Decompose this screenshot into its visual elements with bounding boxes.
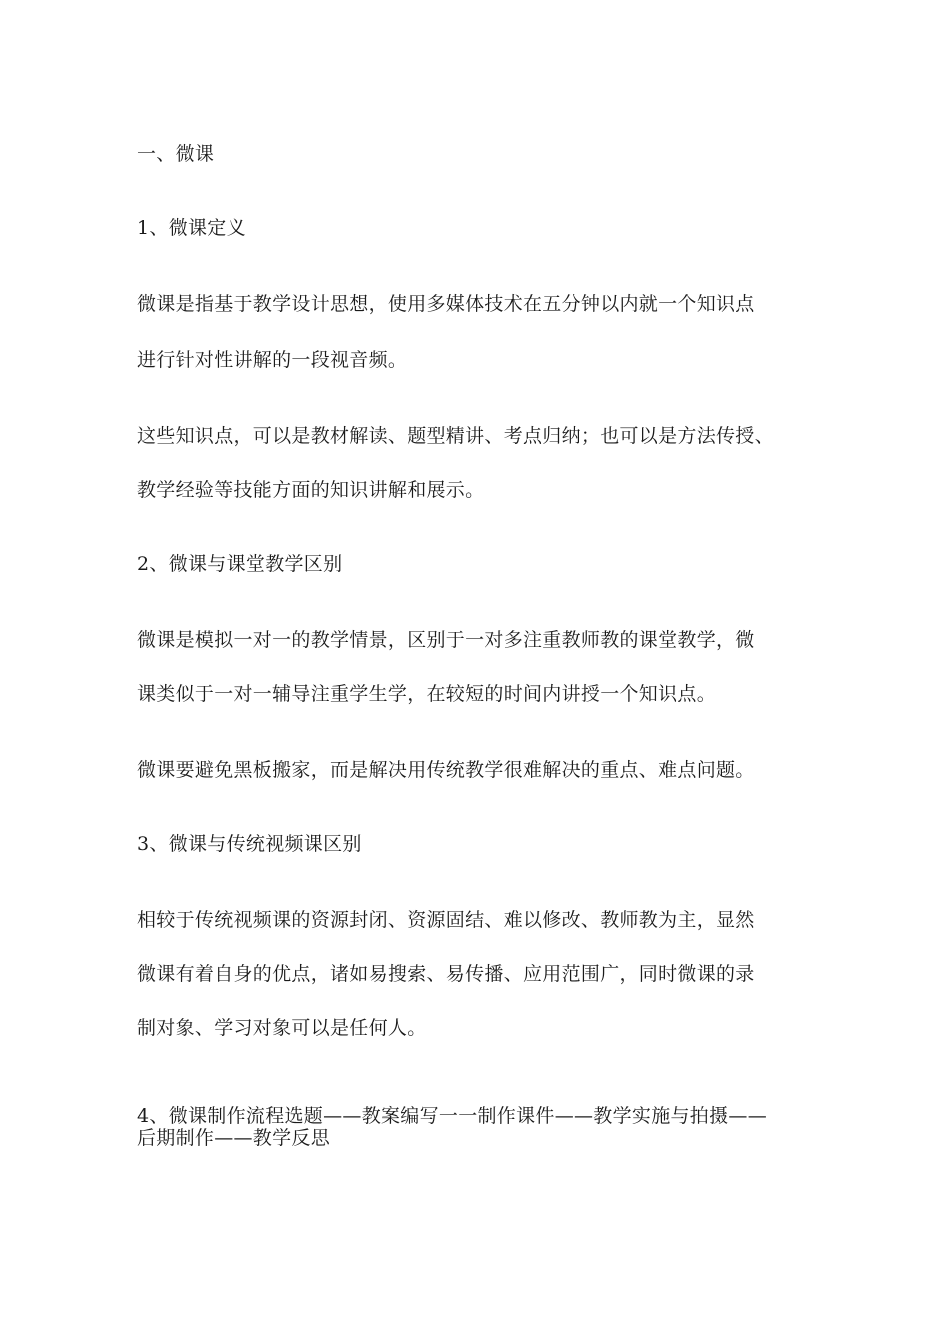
paragraph-5-line-3: 制对象、学习对象可以是任何人。 bbox=[137, 1017, 427, 1039]
paragraph-1-line-2: 进行针对性讲解的一段视音频。 bbox=[137, 349, 408, 371]
heading-1-definition: 1、微课定义 bbox=[137, 217, 246, 239]
paragraph-5-line-1: 相较于传统视频课的资源封闭、资源固结、难以修改、教师教为主，显然 bbox=[137, 909, 755, 931]
paragraph-1-line-1: 微课是指基于教学设计思想，使用多媒体技术在五分钟以内就一个知识点 bbox=[137, 293, 755, 315]
heading-4-process-line-1: 4、微课制作流程选题——教案编写一一制作课件——教学实施与拍摄—— bbox=[137, 1105, 767, 1127]
paragraph-3-line-1: 微课是模拟一对一的教学情景，区别于一对多注重教师教的课堂教学，微 bbox=[137, 629, 755, 651]
paragraph-2-line-2: 教学经验等技能方面的知识讲解和展示。 bbox=[137, 479, 485, 501]
paragraph-2-line-1: 这些知识点，可以是教材解读、题型精讲、考点归纳；也可以是方法传授、 bbox=[137, 425, 774, 447]
heading-3-video-difference: 3、微课与传统视频课区别 bbox=[137, 833, 362, 855]
paragraph-4-line-1: 微课要避免黑板搬家，而是解决用传统教学很难解决的重点、难点问题。 bbox=[137, 759, 755, 781]
heading-4-process-line-2: 后期制作——教学反思 bbox=[137, 1127, 331, 1149]
paragraph-5-line-2: 微课有着自身的优点，诸如易搜索、易传播、应用范围广，同时微课的录 bbox=[137, 963, 755, 985]
section-title: 一、微课 bbox=[137, 143, 215, 165]
heading-2-classroom-difference: 2、微课与课堂教学区别 bbox=[137, 553, 343, 575]
paragraph-3-line-2: 课类似于一对一辅导注重学生学，在较短的时间内讲授一个知识点。 bbox=[137, 683, 717, 705]
